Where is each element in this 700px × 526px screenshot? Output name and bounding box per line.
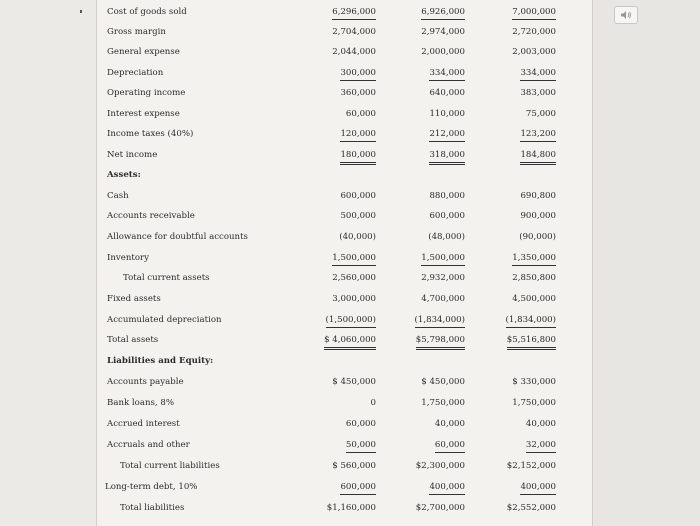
row-label: Total liabilities	[120, 503, 185, 513]
row-label: Inventory	[107, 253, 149, 263]
table-row	[96, 66, 592, 87]
row-label: Net income	[107, 150, 158, 160]
cell-year3: 334,000	[520, 66, 556, 81]
row-label: Total current liabilities	[120, 461, 220, 471]
cell-year2: 318,000	[429, 148, 465, 165]
cell-year2: 6,926,000	[421, 5, 465, 20]
left-margin	[0, 0, 96, 526]
cell-year3: 75,000	[525, 109, 556, 119]
row-label: Total assets	[107, 335, 159, 345]
cell-year1: $ 560,000	[332, 461, 376, 471]
cell-year1: 600,000	[340, 191, 376, 201]
cell-year2: $2,300,000	[415, 461, 465, 471]
table-row	[96, 333, 592, 354]
cell-year3: $2,152,000	[506, 461, 556, 471]
row-label: Fixed assets	[107, 294, 161, 304]
table-row	[96, 501, 592, 522]
section-label: Assets:	[107, 170, 141, 180]
cell-year3: 383,000	[520, 88, 556, 98]
row-label: Accrued interest	[107, 419, 180, 429]
cell-year3: $5,516,800	[507, 333, 556, 350]
cell-year2: 1,500,000	[421, 251, 465, 266]
cell-year1: 180,000	[340, 148, 376, 165]
row-label: Gross margin	[107, 27, 166, 37]
row-label: Cost of goods sold	[107, 7, 187, 17]
cell-year1: 6,296,000	[332, 5, 376, 20]
table-row	[96, 86, 592, 107]
cell-year1: 60,000	[345, 109, 376, 119]
scroll-marker	[80, 10, 82, 13]
cell-year2: 2,932,000	[421, 273, 465, 283]
cell-year2: 1,750,000	[421, 398, 465, 408]
cell-year1: $ 4,060,000	[324, 333, 376, 350]
cell-year1: (1,500,000)	[326, 313, 376, 328]
cell-year2: $5,798,000	[416, 333, 465, 350]
cell-year2: 110,000	[429, 109, 465, 119]
cell-year2: (1,834,000)	[415, 313, 465, 328]
cell-year1: 300,000	[340, 66, 376, 81]
table-section-heading	[96, 354, 592, 375]
table-row	[96, 209, 592, 230]
cell-year3: 690,800	[520, 191, 556, 201]
row-label: Allowance for doubtful accounts	[107, 232, 248, 242]
row-label: Bank loans, 8%	[107, 398, 175, 408]
cell-year1: 120,000	[340, 127, 376, 142]
cell-year2: 60,000	[435, 438, 465, 453]
speaker-icon	[620, 10, 632, 20]
cell-year2: 880,000	[429, 191, 465, 201]
cell-year3: 1,750,000	[512, 398, 556, 408]
cell-year2: 334,000	[429, 66, 465, 81]
table-row	[96, 438, 592, 459]
speaker-button[interactable]	[614, 6, 638, 24]
cell-year3: 32,000	[526, 438, 556, 453]
cell-year2: (48,000)	[428, 232, 465, 242]
cell-year2: 640,000	[429, 88, 465, 98]
cell-year1: 360,000	[340, 88, 376, 98]
table-row	[96, 375, 592, 396]
cell-year1: 2,704,000	[332, 27, 376, 37]
row-label: Accounts payable	[107, 377, 184, 387]
table-row	[96, 396, 592, 417]
row-label: Cash	[107, 191, 129, 201]
cell-year3: 400,000	[520, 480, 556, 495]
row-label: Accumulated depreciation	[107, 315, 222, 325]
table-row	[96, 313, 592, 334]
cell-year3: 2,720,000	[512, 27, 556, 37]
cell-year1: 3,000,000	[332, 294, 376, 304]
table-row	[96, 292, 592, 313]
cell-year1: 0	[370, 398, 376, 408]
cell-year1: 600,000	[340, 480, 376, 495]
cell-year3: $ 330,000	[512, 377, 556, 387]
table-row	[96, 45, 592, 66]
table-row	[96, 107, 592, 128]
table-section-heading	[96, 168, 592, 189]
cell-year3: 184,800	[520, 148, 556, 165]
table-row	[96, 25, 592, 46]
table-row	[96, 480, 592, 501]
table-row	[96, 127, 592, 148]
row-label: Long-term debt, 10%	[105, 482, 198, 492]
cell-year2: 2,974,000	[421, 27, 465, 37]
cell-year3: (1,834,000)	[506, 313, 556, 328]
cell-year1: 1,500,000	[332, 251, 376, 266]
cell-year3: 4,500,000	[512, 294, 556, 304]
cell-year3: 123,200	[520, 127, 556, 142]
table-row	[96, 148, 592, 169]
cell-year2: $ 450,000	[421, 377, 465, 387]
cell-year1: (40,000)	[339, 232, 376, 242]
cell-year3: $2,552,000	[506, 503, 556, 513]
right-margin	[592, 0, 700, 526]
table-row	[96, 189, 592, 210]
row-label: General expense	[107, 47, 180, 57]
row-label: Accruals and other	[107, 440, 190, 450]
cell-year2: 40,000	[434, 419, 465, 429]
cell-year2: 600,000	[429, 211, 465, 221]
cell-year2: 2,000,000	[421, 47, 465, 57]
table-row	[96, 5, 592, 26]
cell-year1: 50,000	[346, 438, 376, 453]
row-label: Depreciation	[107, 68, 164, 78]
table-row	[96, 251, 592, 272]
cell-year3: 7,000,000	[512, 5, 556, 20]
cell-year2: $2,700,000	[415, 503, 465, 513]
row-label: Operating income	[107, 88, 186, 98]
cell-year3: 900,000	[520, 211, 556, 221]
cell-year3: 2,003,000	[512, 47, 556, 57]
cell-year3: (90,000)	[519, 232, 556, 242]
page-right-edge	[592, 0, 593, 526]
section-label: Liabilities and Equity:	[107, 356, 214, 366]
cell-year2: 4,700,000	[421, 294, 465, 304]
cell-year3: 1,350,000	[512, 251, 556, 266]
row-label: Accounts receivable	[107, 211, 195, 221]
cell-year3: 2,850,800	[512, 273, 556, 283]
cell-year1: 2,560,000	[332, 273, 376, 283]
row-label: Total current assets	[123, 273, 210, 283]
cell-year2: 212,000	[429, 127, 465, 142]
table-row	[96, 230, 592, 251]
row-label: Income taxes (40%)	[107, 129, 194, 139]
cell-year1: $1,160,000	[326, 503, 376, 513]
cell-year1: 500,000	[340, 211, 376, 221]
cell-year3: 40,000	[525, 419, 556, 429]
table-row	[96, 417, 592, 438]
table-row	[96, 459, 592, 480]
cell-year1: $ 450,000	[332, 377, 376, 387]
cell-year1: 60,000	[345, 419, 376, 429]
table-row	[96, 271, 592, 292]
cell-year2: 400,000	[429, 480, 465, 495]
cell-year1: 2,044,000	[332, 47, 376, 57]
row-label: Interest expense	[107, 109, 180, 119]
